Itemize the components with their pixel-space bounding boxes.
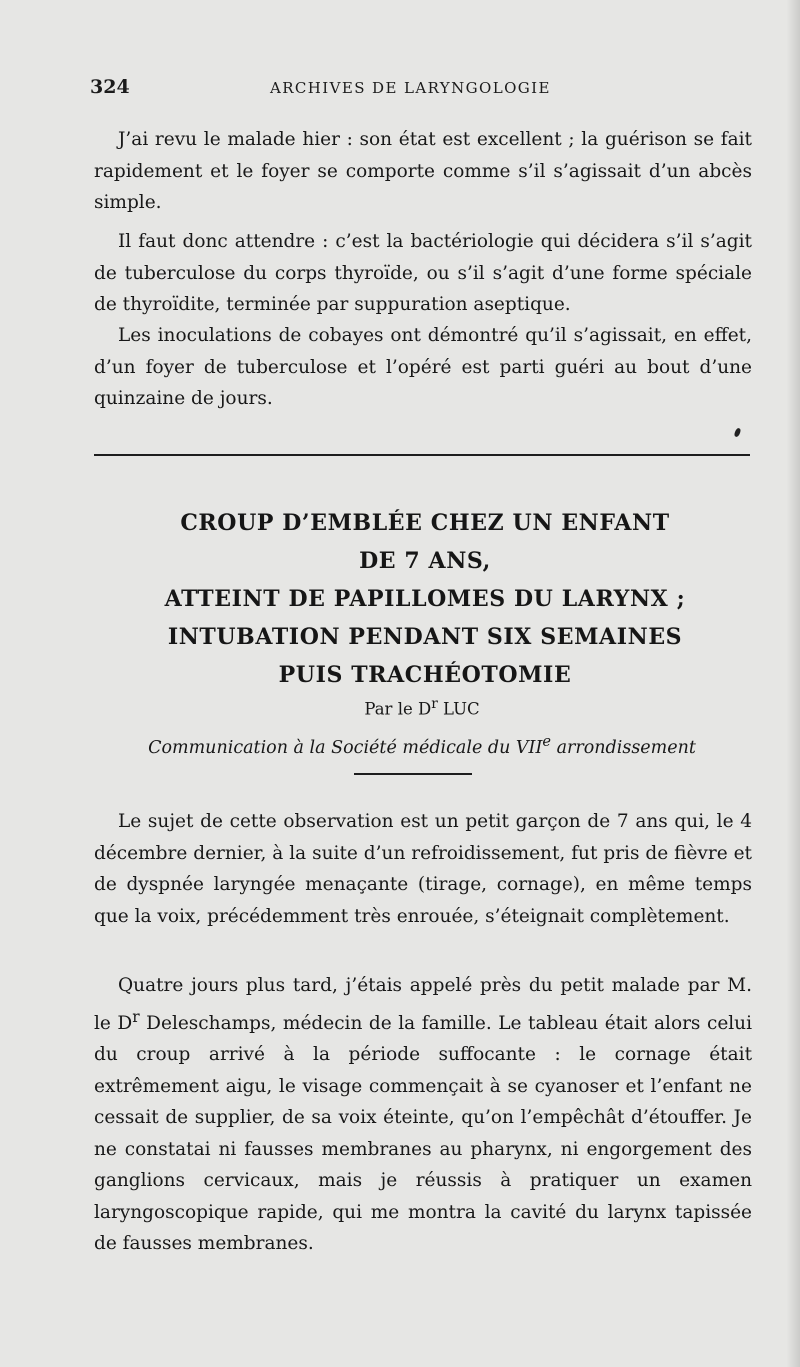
byline-title-superscript: r [431,696,438,712]
article-title-line-3: ATTEINT DE PAPILLOMES DU LARYNX ; [164,586,686,612]
communication-note [94,733,750,758]
article-paragraph-2-part-2: Deleschamps, médecin de la famille. Le tableau était alors celui du croup arrivé à la période suffocante : le cornage était extrêmement aigu, le visage commençait à se cyanoser et l’enfant ne cessait de supplier, de sa voix éteinte, qu’on l’empêchât d’étouffer. Je ne constatai ni fausses membranes au pharynx, ni engorgement des ganglions cervicaux, mais je réussis à pratiquer un examen laryngoscopique rapide, qui me montra la cavité du larynx tapissée de fausses membranes. [94,1012,753,1255]
running-head [90,76,750,100]
article-paragraph-1: Le sujet de cette observation est un petit garçon de 7 ans qui, le 4 décembre dernier, à la suite d’un refroidissement, fut pris de fièvre et de dyspnée laryngée menaçante (tirage, cornage), en même temps que la voix, précédemment très enrouée, s’éteignait complètement. [94,811,752,927]
byline-prefix: Par le D [364,699,432,719]
journal-title: ARCHIVES DE LARYNGOLOGIE [270,79,551,97]
section-divider-rule [94,454,750,456]
ink-speck-mark [734,427,742,437]
communication-suffix: arrondissement [551,737,696,758]
article-paragraph-2-superscript: r [132,1007,140,1026]
article-byline [94,696,750,719]
author-name: LUC [437,699,480,719]
article-paragraph-2 [94,970,752,1260]
communication-prefix: Communication à la Société médicale du VII [148,737,543,758]
byline-divider-rule [354,773,472,775]
page-number: 324 [90,76,130,98]
article-title-line-4: INTUBATION PENDANT SIX SEMAINES [167,624,683,650]
previous-article-paragraph-1: J’ai revu le malade hier : son état est excellent ; la guérison se fait rapidement et le foyer se comporte comme s’il s’agissait d’un abcès simple. [94,129,752,213]
previous-article-paragraph-3: Les inoculations de cobayes ont démontré qu’il s’agissait, en effet, d’un foyer de tuberculose et l’opéré est parti guéri au bout d’une quinzaine de jours. [94,325,752,409]
article-title-line-1: CROUP D’EMBLÉE CHEZ UN ENFANT [180,510,670,536]
article-paragraph-2-part-1: Quatre jours plus tard, j’étais appelé près du petit malade par M. le D [94,975,752,1034]
article-title [100,504,750,694]
article-title-line-5: PUIS TRACHÉOTOMIE [278,662,572,688]
communication-superscript: e [542,733,552,750]
article-title-line-2: DE 7 ANS, [359,548,491,574]
previous-article-paragraph-2: Il faut donc attendre : c’est la bactériologie qui décidera s’il s’agit de tuberculose du corps thyroïde, ou s’il s’agit d’une forme spéciale de thyroïdite, terminée par suppuration aseptique. [94,231,752,315]
